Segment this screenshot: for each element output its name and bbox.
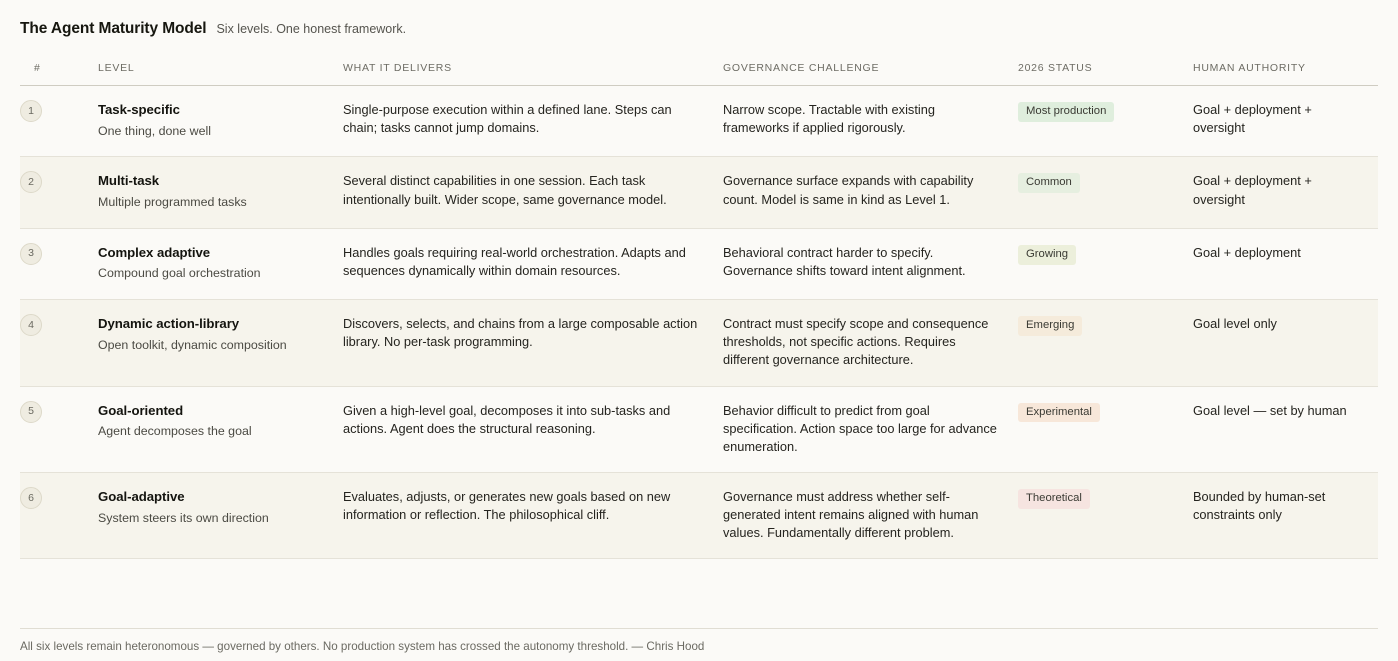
authority-cell: Goal + deployment <box>1193 228 1378 299</box>
status-cell <box>1018 472 1193 558</box>
level-number-badge: 1 <box>20 100 42 122</box>
status-cell <box>1018 86 1193 157</box>
level-description: Compound goal orchestration <box>98 266 261 281</box>
table-row <box>20 228 1378 299</box>
level-cell <box>98 472 343 558</box>
page-title: The Agent Maturity Model <box>20 20 207 37</box>
status-badge: Emerging <box>1018 316 1082 336</box>
governance-cell: Behavioral contract harder to specify. Governance shifts toward intent alignment. <box>723 228 1018 299</box>
governance-cell: Contract must specify scope and consequence thresholds, not specific actions. Requires different governance architecture. <box>723 300 1018 386</box>
level-cell <box>98 86 343 157</box>
governance-cell: Governance surface expands with capability count. Model is same in kind as Level 1. <box>723 157 1018 228</box>
row-number-cell <box>20 228 98 299</box>
maturity-table <box>20 62 1378 559</box>
level-description: One thing, done well <box>98 123 211 138</box>
table-row <box>20 300 1378 386</box>
governance-cell: Governance must address whether self-generated intent remains aligned with human values. Fundamentally different problem. <box>723 472 1018 558</box>
governance-cell: Behavior difficult to predict from goal specification. Action space too large for advance enumeration. <box>723 386 1018 472</box>
status-cell <box>1018 157 1193 228</box>
level-name: Goal-oriented <box>98 402 184 418</box>
authority-cell: Bounded by human-set constraints only <box>1193 472 1378 558</box>
status-cell <box>1018 228 1193 299</box>
authority-cell: Goal level — set by human <box>1193 386 1378 472</box>
level-name: Complex adaptive <box>98 244 211 260</box>
delivers-cell: Single-purpose execution within a defined lane. Steps can chain; tasks cannot jump domains. <box>343 86 723 157</box>
row-number-cell <box>20 300 98 386</box>
page-header <box>20 20 1378 38</box>
level-cell <box>98 157 343 228</box>
status-badge: Common <box>1018 173 1080 193</box>
level-cell <box>98 228 343 299</box>
level-name: Goal-adaptive <box>98 488 185 504</box>
level-number-badge: 3 <box>20 243 42 265</box>
authority-cell: Goal + deployment + oversight <box>1193 157 1378 228</box>
row-number-cell <box>20 386 98 472</box>
delivers-cell: Discovers, selects, and chains from a large composable action library. No per-task programming. <box>343 300 723 386</box>
column-header-authority: HUMAN AUTHORITY <box>1193 62 1378 86</box>
table-header-row <box>20 62 1378 86</box>
status-badge: Growing <box>1018 245 1076 265</box>
footer-note: All six levels remain heteronomous — governed by others. No production system has crossed the autonomy threshold. — Chris Hood <box>20 628 1378 653</box>
table-row <box>20 386 1378 472</box>
status-badge: Experimental <box>1018 403 1100 423</box>
level-cell <box>98 386 343 472</box>
level-number-badge: 5 <box>20 401 42 423</box>
row-number-cell <box>20 472 98 558</box>
status-cell <box>1018 386 1193 472</box>
row-number-cell <box>20 86 98 157</box>
table-row <box>20 86 1378 157</box>
authority-cell: Goal level only <box>1193 300 1378 386</box>
governance-cell: Narrow scope. Tractable with existing frameworks if applied rigorously. <box>723 86 1018 157</box>
status-badge: Theoretical <box>1018 489 1090 509</box>
level-description: System steers its own direction <box>98 510 269 525</box>
level-number-badge: 6 <box>20 487 42 509</box>
level-name: Dynamic action-library <box>98 316 240 332</box>
delivers-cell: Handles goals requiring real-world orchestration. Adapts and sequences dynamically within domain resources. <box>343 228 723 299</box>
authority-cell: Goal + deployment + oversight <box>1193 86 1378 157</box>
level-description: Open toolkit, dynamic composition <box>98 337 287 352</box>
delivers-cell: Evaluates, adjusts, or generates new goals based on new information or reflection. The philosophical cliff. <box>343 472 723 558</box>
level-name: Task-specific <box>98 102 180 117</box>
column-header-number: # <box>20 62 98 86</box>
status-cell <box>1018 300 1193 386</box>
delivers-cell: Several distinct capabilities in one session. Each task intentionally built. Wider scope, same governance model. <box>343 157 723 228</box>
level-number-badge: 2 <box>20 171 42 193</box>
column-header-governance: GOVERNANCE CHALLENGE <box>723 62 1018 86</box>
column-header-status: 2026 STATUS <box>1018 62 1193 86</box>
delivers-cell: Given a high-level goal, decomposes it into sub-tasks and actions. Agent does the structural reasoning. <box>343 386 723 472</box>
level-number-badge: 4 <box>20 314 42 336</box>
level-cell <box>98 300 343 386</box>
row-number-cell <box>20 157 98 228</box>
status-badge: Most production <box>1018 102 1114 122</box>
table-row <box>20 472 1378 558</box>
column-header-level: LEVEL <box>98 62 343 86</box>
level-description: Agent decomposes the goal <box>98 424 252 439</box>
column-header-delivers: WHAT IT DELIVERS <box>343 62 723 86</box>
level-name: Multi-task <box>98 173 160 189</box>
level-description: Multiple programmed tasks <box>98 195 247 210</box>
page-subtitle: Six levels. One honest framework. <box>216 22 407 36</box>
table-row <box>20 157 1378 228</box>
